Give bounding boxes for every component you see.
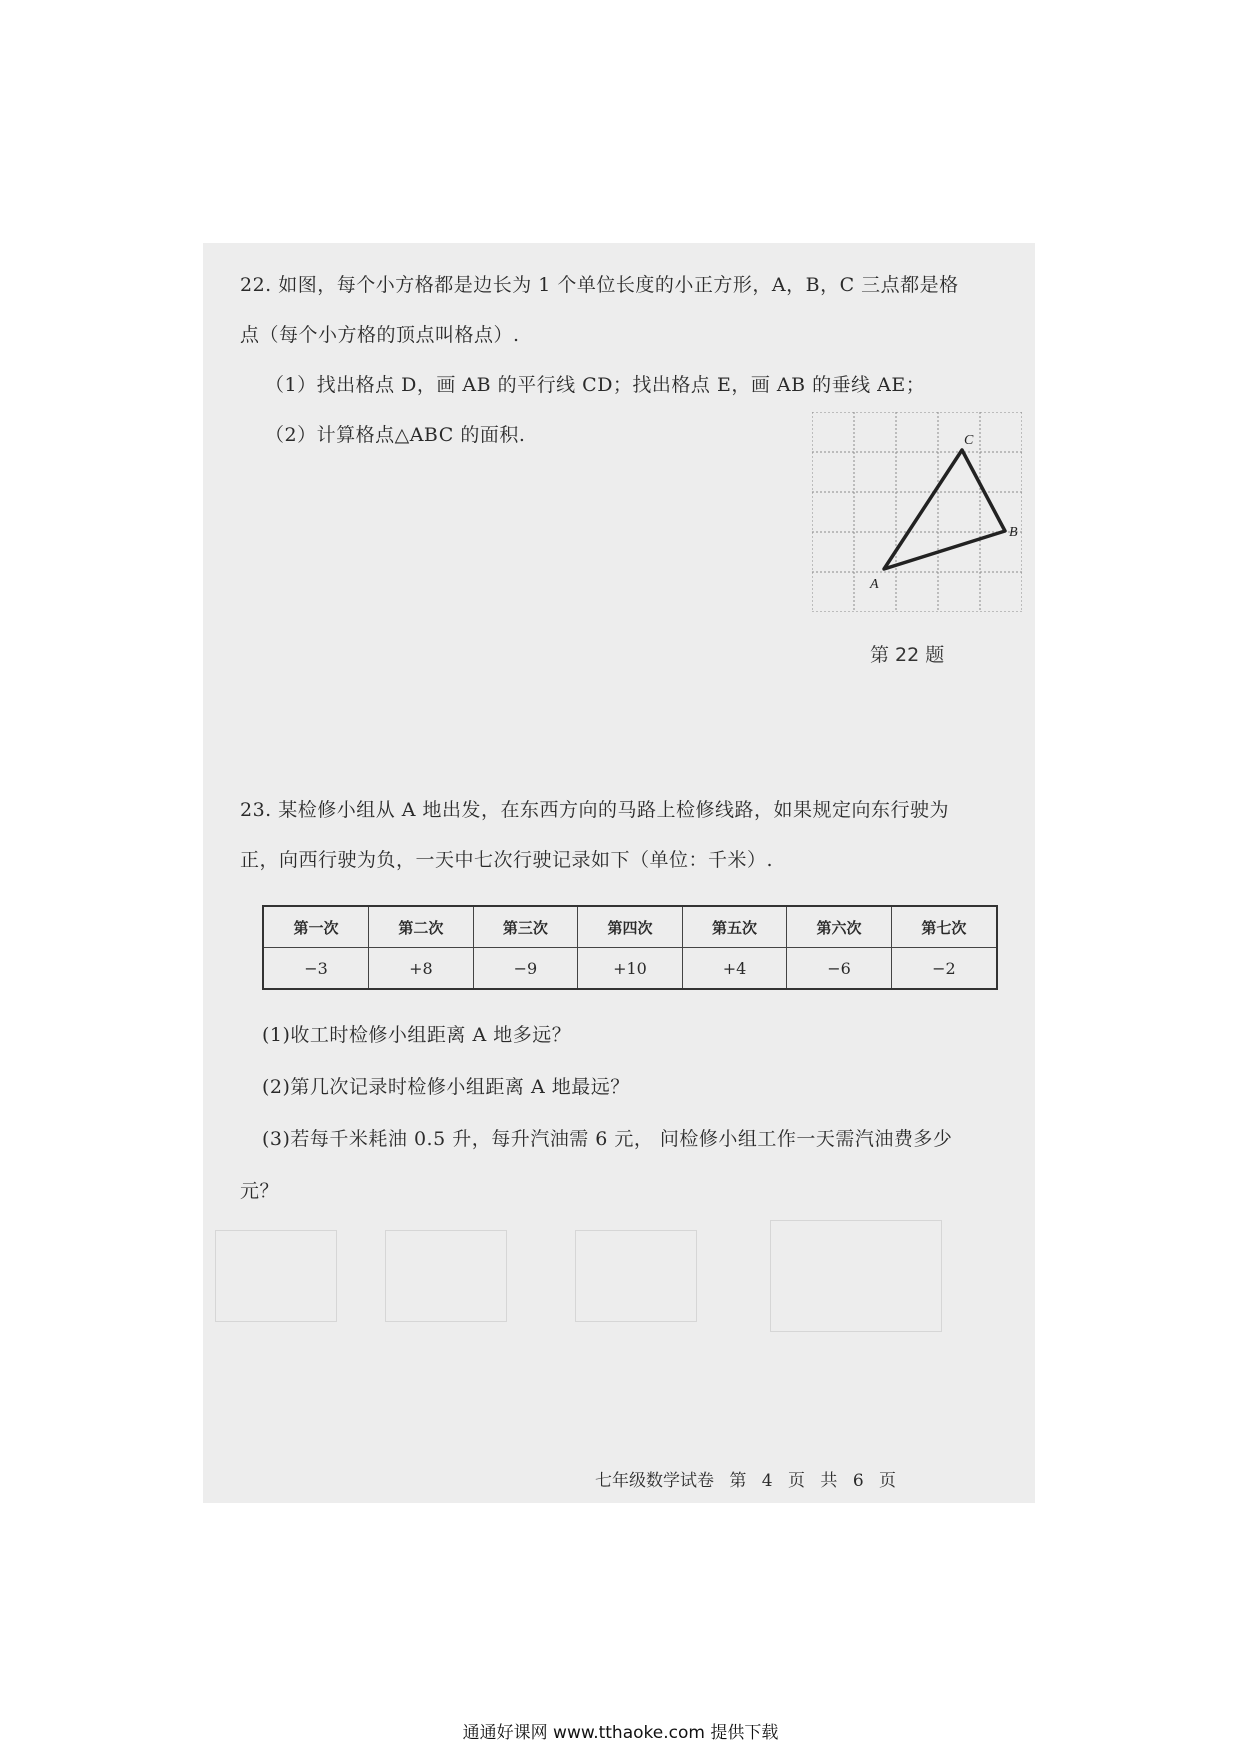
q22-part-1: （1）找出格点 D，画 AB 的平行线 CD；找出格点 E，画 AB 的垂线 AE； [265, 374, 926, 396]
header-cell: 第七次 [891, 906, 997, 948]
q23-part-3-continued: 元？ [240, 1180, 280, 1202]
value-cell: −6 [787, 948, 892, 990]
header-cell: 第六次 [787, 906, 892, 948]
header-cell: 第四次 [578, 906, 683, 948]
value-cell: −9 [473, 948, 578, 990]
grid-figure [812, 412, 1022, 612]
header-cell: 第一次 [263, 906, 369, 948]
figure-caption: 第 22 题 [870, 644, 945, 666]
table-header-row [263, 906, 997, 948]
q23-line-1: 23. 某检修小组从 A 地出发，在东西方向的马路上检修线路，如果规定向东行驶为 [240, 799, 950, 821]
header-cell: 第五次 [682, 906, 787, 948]
bleed-through-grid-3 [575, 1230, 697, 1322]
download-watermark: 通通好课网 www.tthaoke.com 提供下载 [462, 1723, 779, 1743]
driving-record-table [262, 905, 998, 990]
bleed-through-grid-1 [215, 1230, 337, 1322]
bleed-through-grid-2 [385, 1230, 507, 1322]
label-b: B [1009, 525, 1018, 540]
q22-part-2: （2）计算格点△ABC 的面积. [265, 424, 526, 446]
page-footer: 七年级数学试卷 第 4 页 共 6 页 [595, 1471, 897, 1491]
q22-line-2: 点（每个小方格的顶点叫格点）. [240, 324, 520, 346]
q22-line-1: 22. 如图，每个小方格都是边长为 1 个单位长度的小正方形，A，B，C 三点都是格 [240, 274, 959, 296]
value-cell: +8 [369, 948, 474, 990]
value-cell: −2 [891, 948, 997, 990]
q23-part-2: (2)第几次记录时检修小组距离 A 地最远？ [262, 1076, 630, 1098]
value-cell: +4 [682, 948, 787, 990]
header-cell: 第二次 [369, 906, 474, 948]
header-cell: 第三次 [473, 906, 578, 948]
table-value-row [263, 948, 997, 990]
q23-line-2: 正，向西行驶为负，一天中七次行驶记录如下（单位：千米）. [240, 849, 774, 871]
value-cell: −3 [263, 948, 369, 990]
label-c: C [964, 433, 974, 448]
q23-part-1: (1)收工时检修小组距离 A 地多远？ [262, 1024, 572, 1046]
label-a: A [870, 577, 879, 592]
triangle-abc [884, 450, 1005, 569]
q23-part-3: (3)若每千米耗油 0.5 升，每升汽油需 6 元， 问检修小组工作一天需汽油费多少 [262, 1128, 953, 1150]
value-cell: +10 [578, 948, 683, 990]
bleed-through-cube [770, 1220, 942, 1332]
